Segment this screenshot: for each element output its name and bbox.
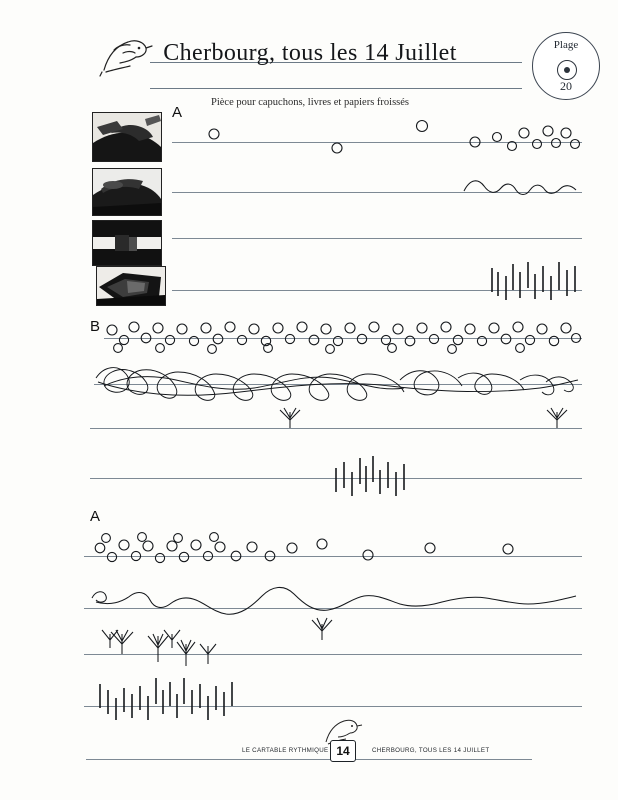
staff-line-3 <box>172 238 582 239</box>
staff-line-8 <box>90 478 582 479</box>
footer-rule <box>86 759 532 760</box>
squiggle-row-10 <box>92 587 576 614</box>
staff-line-2 <box>172 192 582 193</box>
photo-hand-holding-pen <box>92 112 162 162</box>
header-rule-bottom <box>150 88 522 89</box>
staff-line-6 <box>94 384 582 385</box>
page-title: Cherbourg, tous les 14 Juillet <box>163 40 457 66</box>
track-badge <box>532 32 600 100</box>
stem-notes-row-12 <box>100 678 232 720</box>
stem-notes-row-4 <box>492 262 575 300</box>
staff-line-4 <box>172 290 582 291</box>
track-number: 20 <box>560 79 572 93</box>
staff-line-1 <box>172 142 582 143</box>
staff-line-10 <box>84 608 582 609</box>
track-label: Plage <box>553 39 579 51</box>
staff-line-11 <box>84 654 582 655</box>
bird-logo-icon <box>92 26 156 82</box>
circle-notes-row-1 <box>209 121 580 154</box>
staff-line-5 <box>104 338 582 339</box>
section-letter-b: B <box>90 318 101 335</box>
cd-icon <box>557 60 577 80</box>
page-number: 14 <box>330 740 356 762</box>
circle-notes-row-9 <box>95 533 513 563</box>
footer-left-text: LE CARTABLE RYTHMIQUE <box>242 747 329 754</box>
photo-hand-on-paper <box>92 168 162 216</box>
staff-line-7 <box>90 428 582 429</box>
starbursts-row-11 <box>102 618 332 666</box>
page-subtitle: Pièce pour capuchons, livres et papiers froissés <box>211 97 409 108</box>
staff-line-9 <box>84 556 582 557</box>
page-footer <box>0 738 618 772</box>
page-header <box>0 18 618 108</box>
stem-notes-row-8 <box>336 456 404 496</box>
section-letter-a2: A <box>90 508 101 525</box>
starbursts-row-7 <box>280 408 567 428</box>
footer-right-text: CHERBOURG, TOUS LES 14 JUILLET <box>372 747 490 754</box>
photo-book-edge <box>92 220 162 266</box>
staff-line-12 <box>84 706 582 707</box>
section-letter-a1: A <box>172 104 183 121</box>
photo-crumpled-paper <box>96 266 166 306</box>
